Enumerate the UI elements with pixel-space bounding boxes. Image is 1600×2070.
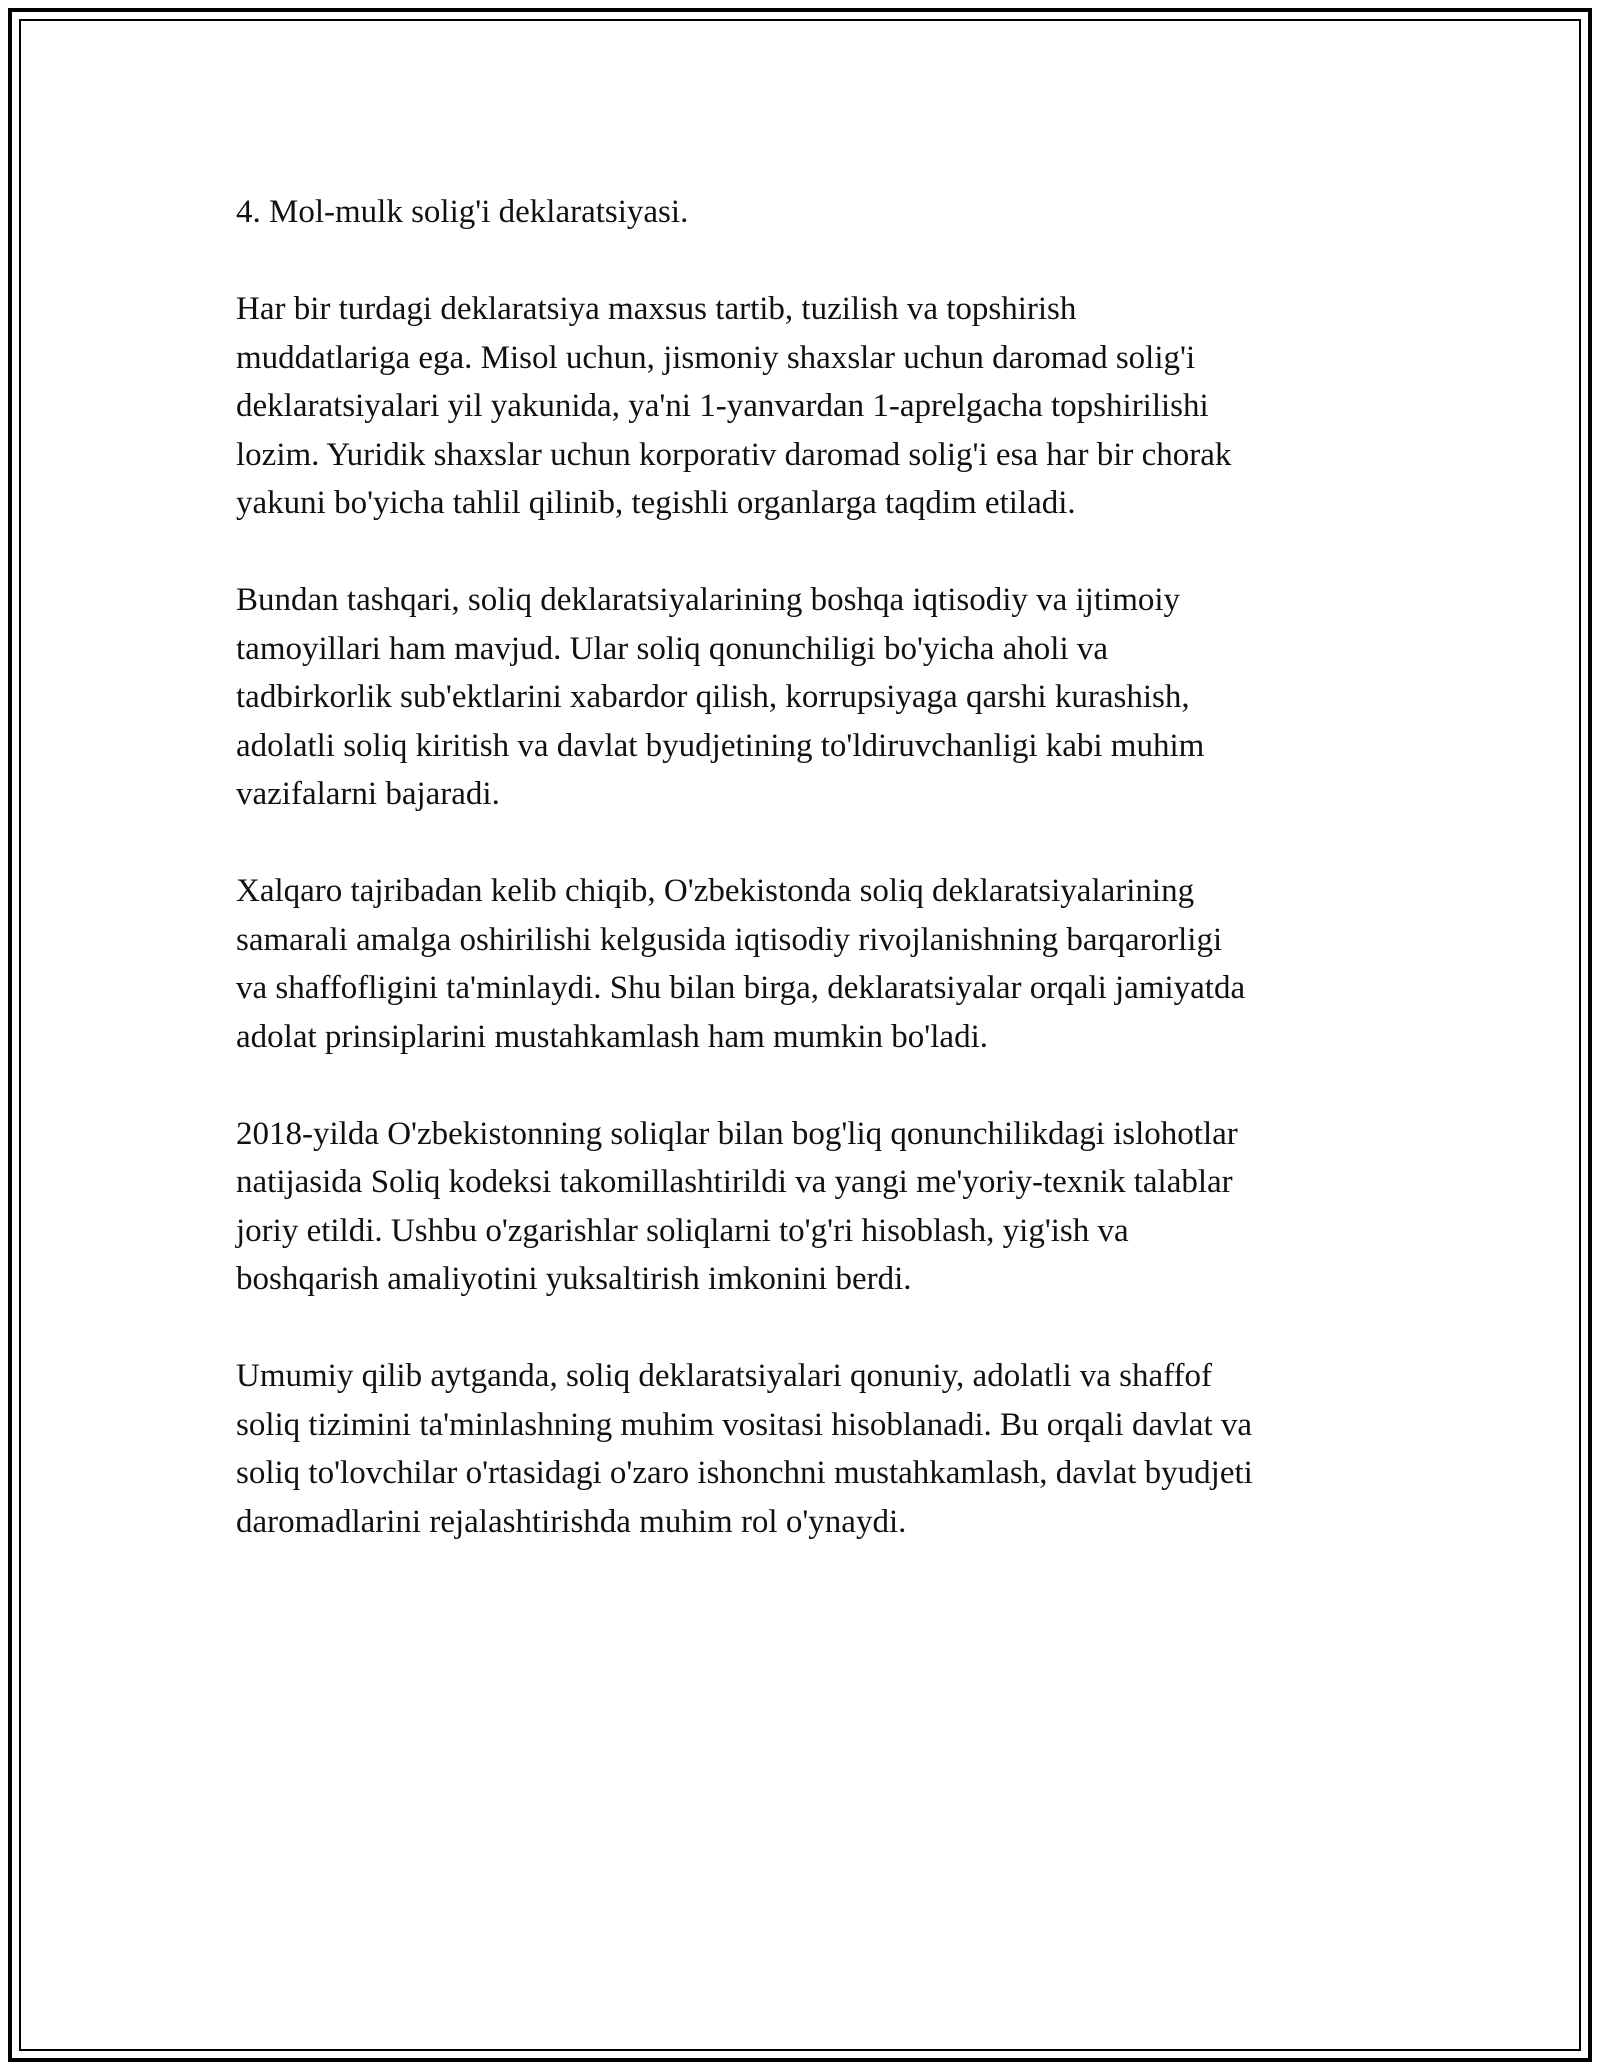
paragraph-international-experience: Xalqaro tajribadan kelib chiqib, O'zbekistonda soliq deklaratsiyalarining samarali amalga oshirilishi kelgusida iqtisodiy rivojlanishning barqarorligi va shaffofligini ta'minlaydi. Shu bilan birga, deklaratsiyalar orqali jamiyatda adolat prinsiplarini mustahkamlash ham mumkin bo'ladi. (236, 873, 1246, 1055)
paragraph-declaration-types: Har bir turdagi deklaratsiya maxsus tartib, tuzilish va topshirish muddatlariga ega. Misol uchun, jismoniy shaxslar uchun daromad solig'i deklaratsiyalari yil yakunida, ya'ni 1-yanvardan 1-aprelgacha topshirilishi lozim. Yuridik shaxslar uchun korporativ daromad solig'i esa har bir chorak yakuni bo'yicha tahlil qilinib, tegishli organlarga taqdim etiladi. (236, 291, 1232, 521)
document-body (236, 188, 1386, 1595)
paragraph-2018-reforms: 2018-yilda O'zbekistonning soliqlar bilan bog'liq qonunchilikdagi islohotlar natijasida Soliq kodeksi takomillashtirildi va yangi me'yoriy-texnik talablar joriy etildi. Ushbu o'zgarishlar soliqlarni to'g'ri hisoblash, yig'ish va boshqarish amaliyotini yuksaltirish imkonini berdi. (236, 1115, 1238, 1297)
heading-item-4: 4. Mol-mulk solig'i deklaratsiyasi. (236, 194, 689, 230)
paragraph-conclusion: Umumiy qilib aytganda, soliq deklaratsiyalari qonuniy, adolatli va shaffof soliq tizimini ta'minlashning muhim vositasi hisoblanadi. Bu orqali davlat va soliq to'lovchilar o'rtasidagi o'zaro ishonchni mustahkamlash, davlat byudjeti daromadlarini rejalashtirishda muhim rol o'ynaydi. (236, 1358, 1253, 1540)
paragraph-principles: Bundan tashqari, soliq deklaratsiyalarining boshqa iqtisodiy va ijtimoiy tamoyillari ham mavjud. Ular soliq qonunchiligi bo'yicha aholi va tadbirkorlik sub'ektlarini xabardor qilish, korrupsiyaga qarshi kurashish, adolatli soliq kiritish va davlat byudjetining to'ldiruvchanligi kabi muhim vazifalarni bajaradi. (236, 582, 1205, 812)
